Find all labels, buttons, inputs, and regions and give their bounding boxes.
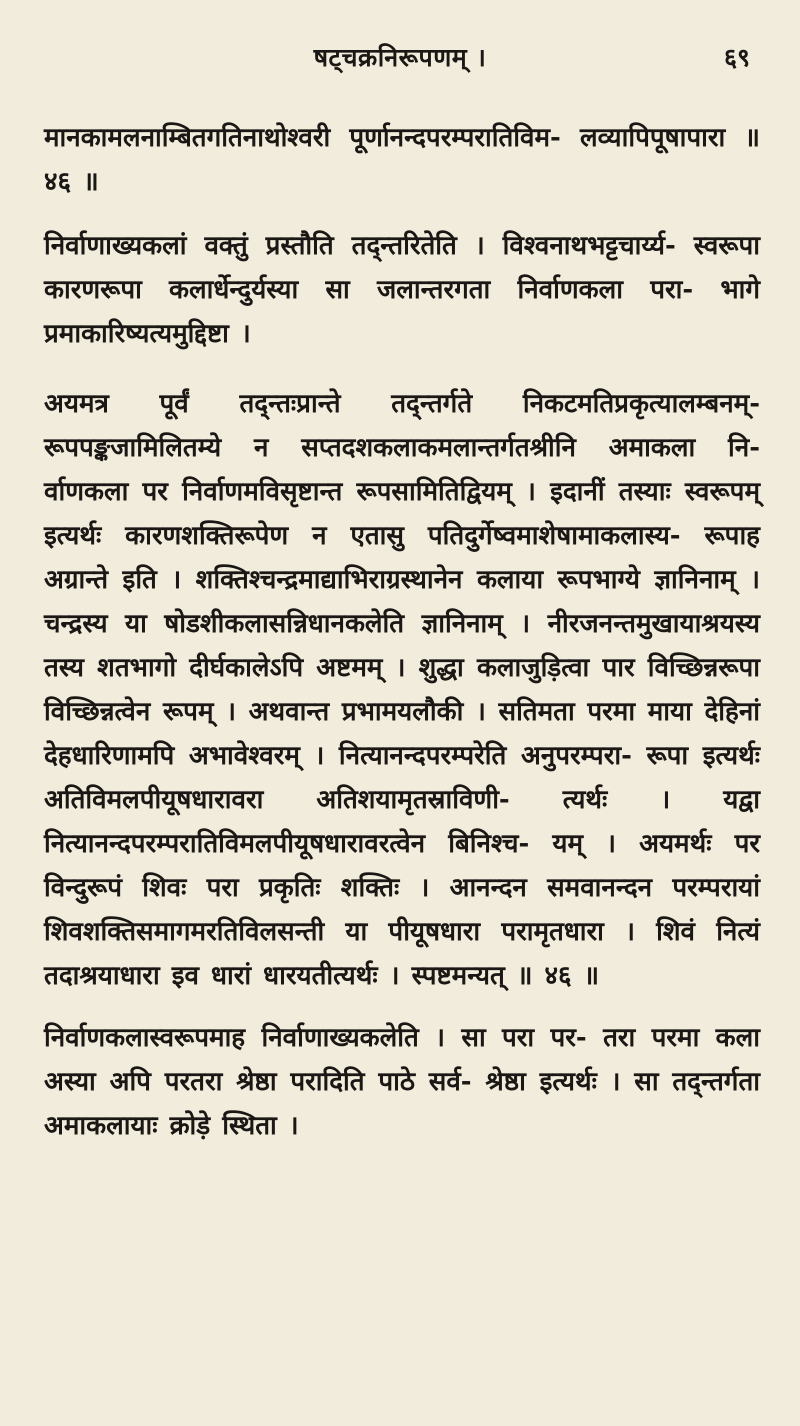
running-head-title: षट्चक्रनिरूपणम् । [313,43,487,72]
commentary-paragraph-2: अयमत्र पूर्वं तद्‌न्तःप्रान्ते तद्‌न्तर्गते निकटमतिप्रकृत्यालम्बनम्- रूपपङ्कजामिलितम्ये न सप्तदशकलाकमलान्तर्गतश्रीनि अमाकला नि- र्वाणकला पर निर्वाणमविसृष्टान्त रूपसामितिद्वियम् । इदानीं तस्याः स्वरूपम् इत्यर्थः कारणशक्तिरूपेण न एतासु पतिदुर्गेष्वमाशेषामाकलास्य- रूपाह अग्रान्ते इति । शक्तिश्चन्द्रमाद्याभिराग्रस्थानेन कलाया रूपभाग्ये ज्ञानिनाम् । चन्द्रस्य या षोडशीकलासन्निधानकलेति ज्ञानिनाम् । नीरजनन्तमुखायाश्रयस्य तस्य शतभागो दीर्घकालेऽपि अष्टमम् । शुद्धा कलाजुड़ित्वा पार विच्छिन्नरूपा विच्छिन्नत्वेन रूपम् । अथवान्त प्रभामयलौकी । सतिमता परमा माया देहिनां देहधारिणामपि अभावेश्वरम् । नित्यानन्दपरम्परेति अनुपरम्परा- रूपा इत्यर्थः अतिविमलपीयूषधारावरा अतिशयामृतस्राविणी- त्यर्थः । यद्वा नित्यानन्दपरम्परातिविमलपीयूषधारावरत्वेन बिनिश्च- यम् । अयमर्थः पर विन्दुरूपं शिवः परा प्रकृतिः शक्तिः । आनन्दन समवानन्दन परम्परायां शिवशक्तिसमागमरतिविलसन्ती या पीयूषधारा परामृतधारा । शिवं नित्यं तदाश्रयाधारा इव धारां धारयतीत्यर्थः । स्पष्टमन्यत् ॥ ४६ ॥ [44,389,760,991]
page-body [44,116,760,1148]
commentary-paragraph-3: निर्वाणकलास्वरूपमाह निर्वाणाख्यकलेति । सा परा पर- तरा परमा कला अस्या अपि परतरा श्रेष्ठा परादिति पाठे सर्व- श्रेष्ठा इत्यर्थः । सा तद्‌न्तर्गता अमाकलायाः क्रोड़े स्थिता । [44,1023,760,1141]
running-head [0,40,800,80]
page-number: ६९ [723,43,750,72]
commentary-paragraph-1: निर्वाणाख्यकलां वक्तुं प्रस्तौति तद्‌न्तरितेति । विश्वनाथभट्टचार्य्य- स्वरूपा कारणरूपा कलार्धेन्दुर्यस्या सा जलान्तरगता निर्वाणकला परा- भागे प्रमाकारिष्यत्यमुद्दिष्टा । [44,231,760,349]
verse-text: मानकामलनाम्बितगतिनाथोश्वरी पूर्णानन्दपरम्परातिविम- लव्यापिपूषापारा ॥ ४६ ॥ [44,123,760,197]
